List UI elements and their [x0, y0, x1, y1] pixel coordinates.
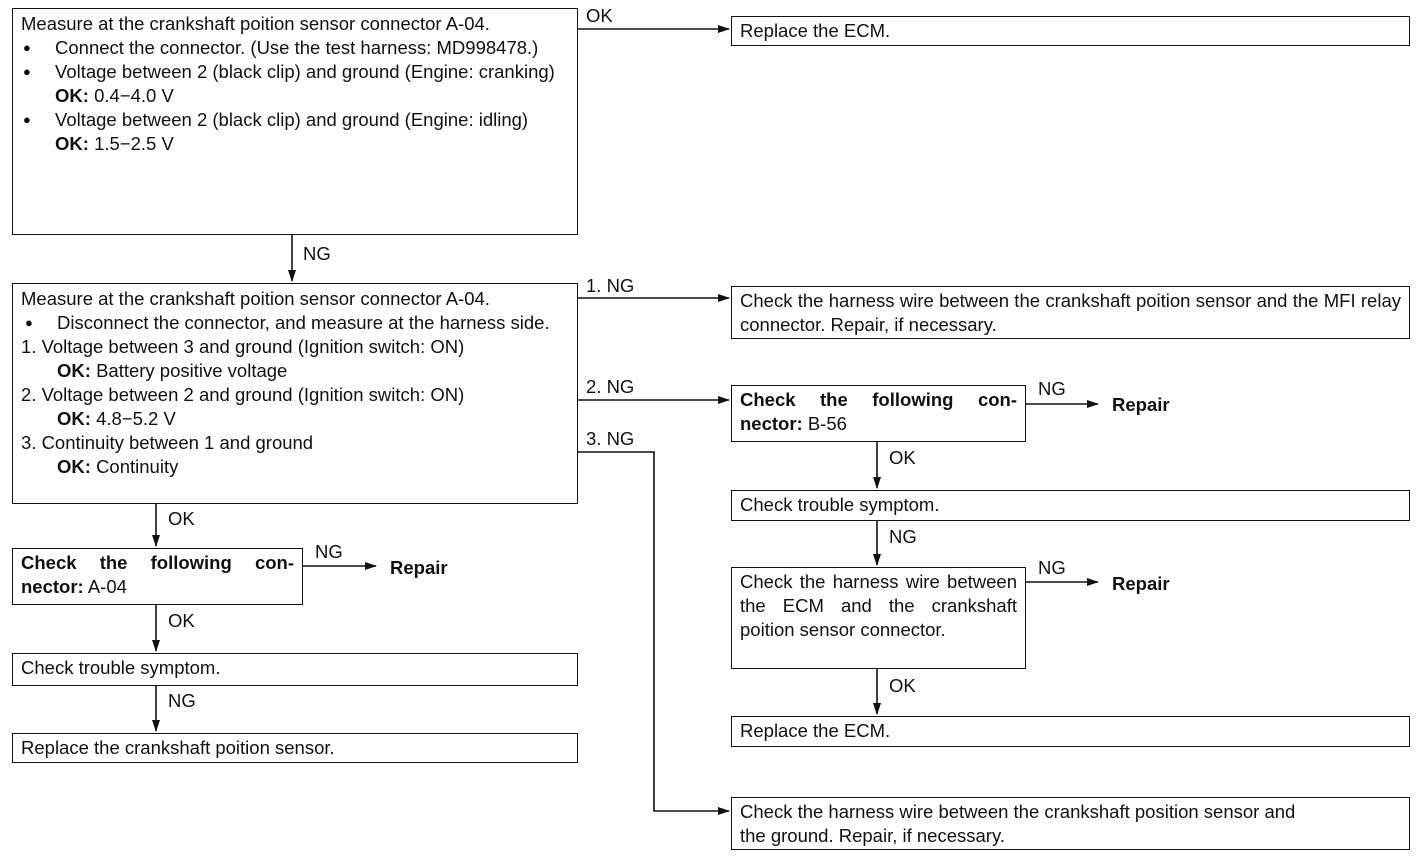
harness-ecm-ng-label: NG	[1038, 557, 1066, 578]
trouble-symptom-right-box	[731, 490, 1410, 521]
measure-box-2-title: Measure at the crankshaft poition sensor connector A-04.	[21, 288, 490, 309]
a04-ng-label: NG	[315, 541, 343, 562]
trouble-symptom-left-box	[12, 653, 578, 686]
check-a04-box	[12, 548, 303, 605]
ng3-label: 3. NG	[586, 428, 635, 449]
measure-box-2	[12, 283, 578, 504]
check-b56-connector: B-56	[807, 413, 847, 434]
b56-ok-label: OK	[889, 447, 916, 468]
replace-ecm-top-text: Replace the ECM.	[740, 20, 891, 41]
measure-box-2-item-2-ok: OK: 4.8−5.2 V	[57, 408, 176, 429]
replace-ecm-box-top	[731, 16, 1410, 46]
box2-ok-label: OK	[168, 508, 195, 529]
measure-box-2-item-2: 2. Voltage between 2 and ground (Ignition switch: ON)	[21, 384, 465, 405]
replace-sensor-text: Replace the crankshaft poition sensor.	[21, 737, 335, 758]
harness-ground-text: Check the harness wire between the crankshaft position sensor and the ground. Repair, if necessary.	[740, 801, 1296, 846]
harness-ecm-text: Check the harness wire between the ECM and the crankshaft poition sensor connector.	[740, 571, 1017, 640]
harness-mfi-text: Check the harness wire between the crankshaft poition sensor and the MFI relay connector. Repair, if necessary.	[740, 290, 1401, 335]
harness-ecm-box	[731, 567, 1026, 669]
ng1-label: 1. NG	[586, 275, 635, 296]
measure-box-1-ok-2: OK: 1.5−2.5 V	[55, 133, 174, 154]
ng2-label: 2. NG	[586, 376, 635, 397]
trouble-right-ng-label: NG	[889, 526, 917, 547]
measure-box-1-bullet-1: ● Connect the connector. (Use the test harness: MD998478.)	[21, 36, 569, 60]
measure-box-2-item-1-ok: OK: Battery positive voltage	[57, 360, 288, 381]
measure-box-1	[12, 8, 578, 235]
measure-box-2-item-3-ok: OK: Continuity	[57, 456, 179, 477]
check-a04-heading: Check the following con- nector:	[21, 552, 294, 597]
a04-repair: Repair	[390, 557, 448, 578]
b56-repair: Repair	[1112, 394, 1170, 415]
replace-ecm-box-right	[731, 716, 1410, 747]
a04-ok-label: OK	[168, 610, 195, 631]
measure-box-1-bullet-2: ● Voltage between 2 (black clip) and ground (Engine: cranking)	[21, 60, 569, 84]
measure-box-2-item-1: 1. Voltage between 3 and ground (Ignition switch: ON)	[21, 336, 465, 357]
trouble-symptom-left-text: Check trouble symptom.	[21, 657, 221, 678]
harness-ground-box	[731, 797, 1410, 850]
harness-ecm-ok-label: OK	[889, 675, 916, 696]
replace-sensor-box	[12, 733, 578, 763]
b56-ng-label: NG	[1038, 378, 1066, 399]
box1-ok-label: OK	[586, 5, 613, 26]
check-a04-connector: A-04	[87, 576, 127, 597]
harness-mfi-box	[731, 286, 1410, 339]
trouble-symptom-right-text: Check trouble symptom.	[740, 494, 940, 515]
harness-ecm-repair: Repair	[1112, 573, 1170, 594]
measure-box-2-item-3: 3. Continuity between 1 and ground	[21, 432, 314, 453]
trouble-left-ng-label: NG	[168, 690, 196, 711]
box1-ng-label: NG	[303, 243, 331, 264]
measure-box-1-bullet-3: ● Voltage between 2 (black clip) and ground (Engine: idling)	[21, 108, 569, 132]
replace-ecm-right-text: Replace the ECM.	[740, 720, 891, 741]
arrow-ng3	[578, 452, 729, 811]
measure-box-1-title: Measure at the crankshaft poition sensor connector A-04.	[21, 13, 490, 34]
check-b56-heading: Check the following con- nector:	[740, 389, 1017, 434]
check-b56-box	[731, 385, 1026, 442]
measure-box-1-ok-1: OK: 0.4−4.0 V	[55, 85, 174, 106]
measure-box-2-bullet-1: ● Disconnect the connector, and measure at the harness side.	[23, 311, 569, 335]
